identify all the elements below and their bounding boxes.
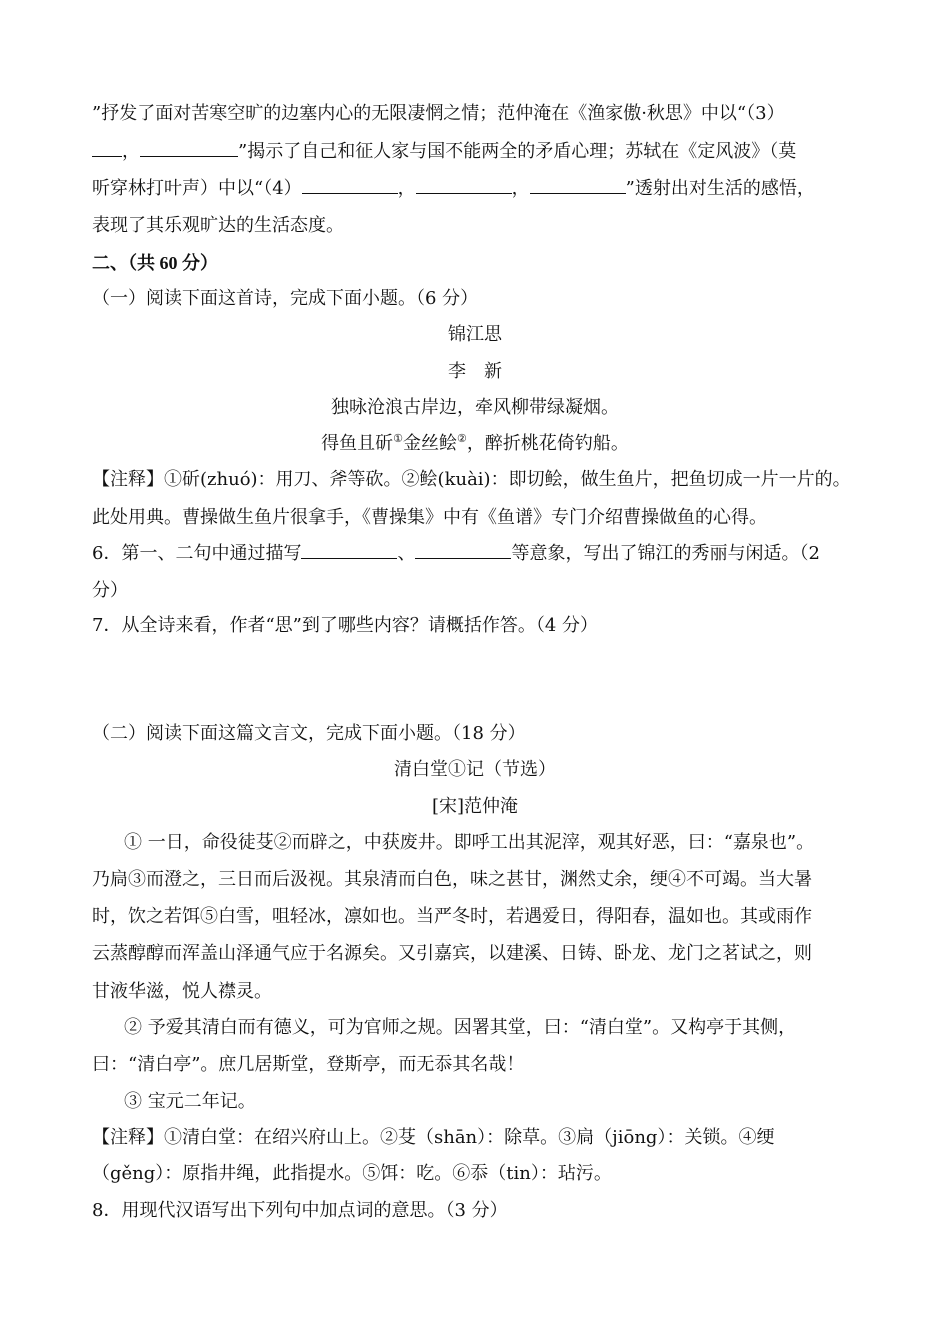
para1-line1: ”抒发了面对苦寒空旷的边塞内心的无限凄惘之情；范仲淹在《渔家傲·秋思》中以“（3） bbox=[92, 103, 785, 124]
question-6-text: 6．第一、二句中通过描写 bbox=[92, 543, 302, 564]
part1-intro: （一）阅读下面这首诗，完成下面小题。（6 分） bbox=[92, 288, 479, 309]
poem-line-2-part: 得鱼且斫 bbox=[321, 433, 394, 454]
passage-p2-line1: ② 予爱其清白而有德义，可为官师之规。因署其堂，曰：“清白堂”。又构亭于其侧， bbox=[124, 1017, 797, 1038]
note-mark: ① bbox=[393, 432, 403, 445]
passage-author: [宋]范仲淹 bbox=[431, 796, 519, 817]
poem-line-1: 独咏沧浪古岸边，牵风柳带绿凝烟。 bbox=[331, 397, 619, 418]
para1-line3-end: ”透射出对生活的感悟， bbox=[625, 178, 815, 199]
para1-line2-text: ”揭示了自己和征人家与国不能两全的矛盾心理；苏轼在《定风波》（莫 bbox=[238, 141, 797, 162]
answer-blank[interactable] bbox=[140, 140, 238, 157]
poem-note-line2: 此处用典。曹操做生鱼片很拿手，《曹操集》中有《鱼谱》专门介绍曹操做鱼的心得。 bbox=[92, 507, 767, 528]
question-8: 8．用现代汉语写出下列句中加点词的意思。（3 分） bbox=[92, 1200, 508, 1221]
poem-line-2-part: ，醉折桃花倚钓船。 bbox=[466, 433, 629, 454]
answer-blank[interactable] bbox=[415, 542, 511, 559]
poem-author: 李 新 bbox=[448, 361, 502, 382]
para1-line3-start: 听穿林打叶声）中以“（4） bbox=[92, 178, 302, 199]
passage-p1-line2: 乃扃③而澄之，三日而后汲视。其泉清而白色，味之甚甘，渊然丈余，绠④不可竭。当大暑 bbox=[92, 869, 812, 890]
answer-blank[interactable] bbox=[416, 177, 512, 194]
poem-note-line1: 【注释】①斫(zhuó)：用刀、斧等砍。②鲙(kuài)：即切鲙，做生鱼片，把鱼切成一片一片的。 bbox=[92, 469, 851, 490]
question-6-text: 等意象，写出了锦江的秀丽与闲适。（2 bbox=[511, 543, 820, 564]
answer-blank[interactable] bbox=[530, 177, 626, 194]
answer-blank[interactable] bbox=[92, 140, 122, 157]
part2-intro: （二）阅读下面这篇文言文，完成下面小题。（18 分） bbox=[92, 723, 526, 744]
para1-line2 bbox=[92, 140, 872, 164]
passage-note-line1: 【注释】①清白堂：在绍兴府山上。②芟（shān）：除草。③扃（jiōng）：关锁。④绠 bbox=[92, 1127, 775, 1148]
para1-line3 bbox=[92, 177, 872, 201]
passage-p3: ③ 宝元二年记。 bbox=[124, 1091, 256, 1112]
passage-p2-line2: 曰：“清白亭”。庶几居斯堂，登斯亭，而无忝其名哉！ bbox=[92, 1054, 525, 1075]
comma: ， bbox=[511, 178, 530, 199]
passage-p1-line5: 甘液华滋，悦人襟灵。 bbox=[92, 981, 272, 1002]
passage-note-line2: （gěng）：原指井绳，此指提水。⑤饵：吃。⑥忝（tin）：玷污。 bbox=[92, 1163, 612, 1184]
passage-p1-line4: 云蒸醇醇而浑盖山泽通气应于名源矣。又引嘉宾，以建溪、日铸、卧龙、龙门之茗试之，则 bbox=[92, 943, 812, 964]
passage-p1-line3: 时，饮之若饵⑤白雪，咀轻冰，凛如也。当严冬时，若遇爱日，得阳春，温如也。其或雨作 bbox=[92, 906, 812, 927]
poem-title: 锦江思 bbox=[448, 324, 502, 345]
question-7: 7．从全诗来看，作者“思”到了哪些内容？请概括作答。（4 分） bbox=[92, 615, 599, 636]
passage-title: 清白堂①记（节选） bbox=[394, 759, 556, 780]
poem-line-2 bbox=[0, 432, 950, 456]
question-6-cont: 分） bbox=[92, 580, 128, 601]
note-mark: ② bbox=[457, 432, 467, 445]
para1-line4: 表现了其乐观旷达的生活态度。 bbox=[92, 215, 344, 236]
answer-blank[interactable] bbox=[302, 177, 398, 194]
passage-p1-line1: ① 一日，命役徒芟②而辟之，中获废井。即呼工出其泥滓，观其好恶，曰：“嘉泉也”。 bbox=[124, 832, 815, 853]
comma: ， bbox=[122, 141, 140, 162]
question-6 bbox=[92, 542, 872, 566]
section-heading: 二、（共 60 分） bbox=[92, 253, 218, 273]
poem-line-2-part: 金丝鲙 bbox=[403, 433, 457, 454]
separator: 、 bbox=[397, 543, 416, 564]
comma: ， bbox=[397, 178, 416, 199]
answer-blank[interactable] bbox=[301, 542, 397, 559]
